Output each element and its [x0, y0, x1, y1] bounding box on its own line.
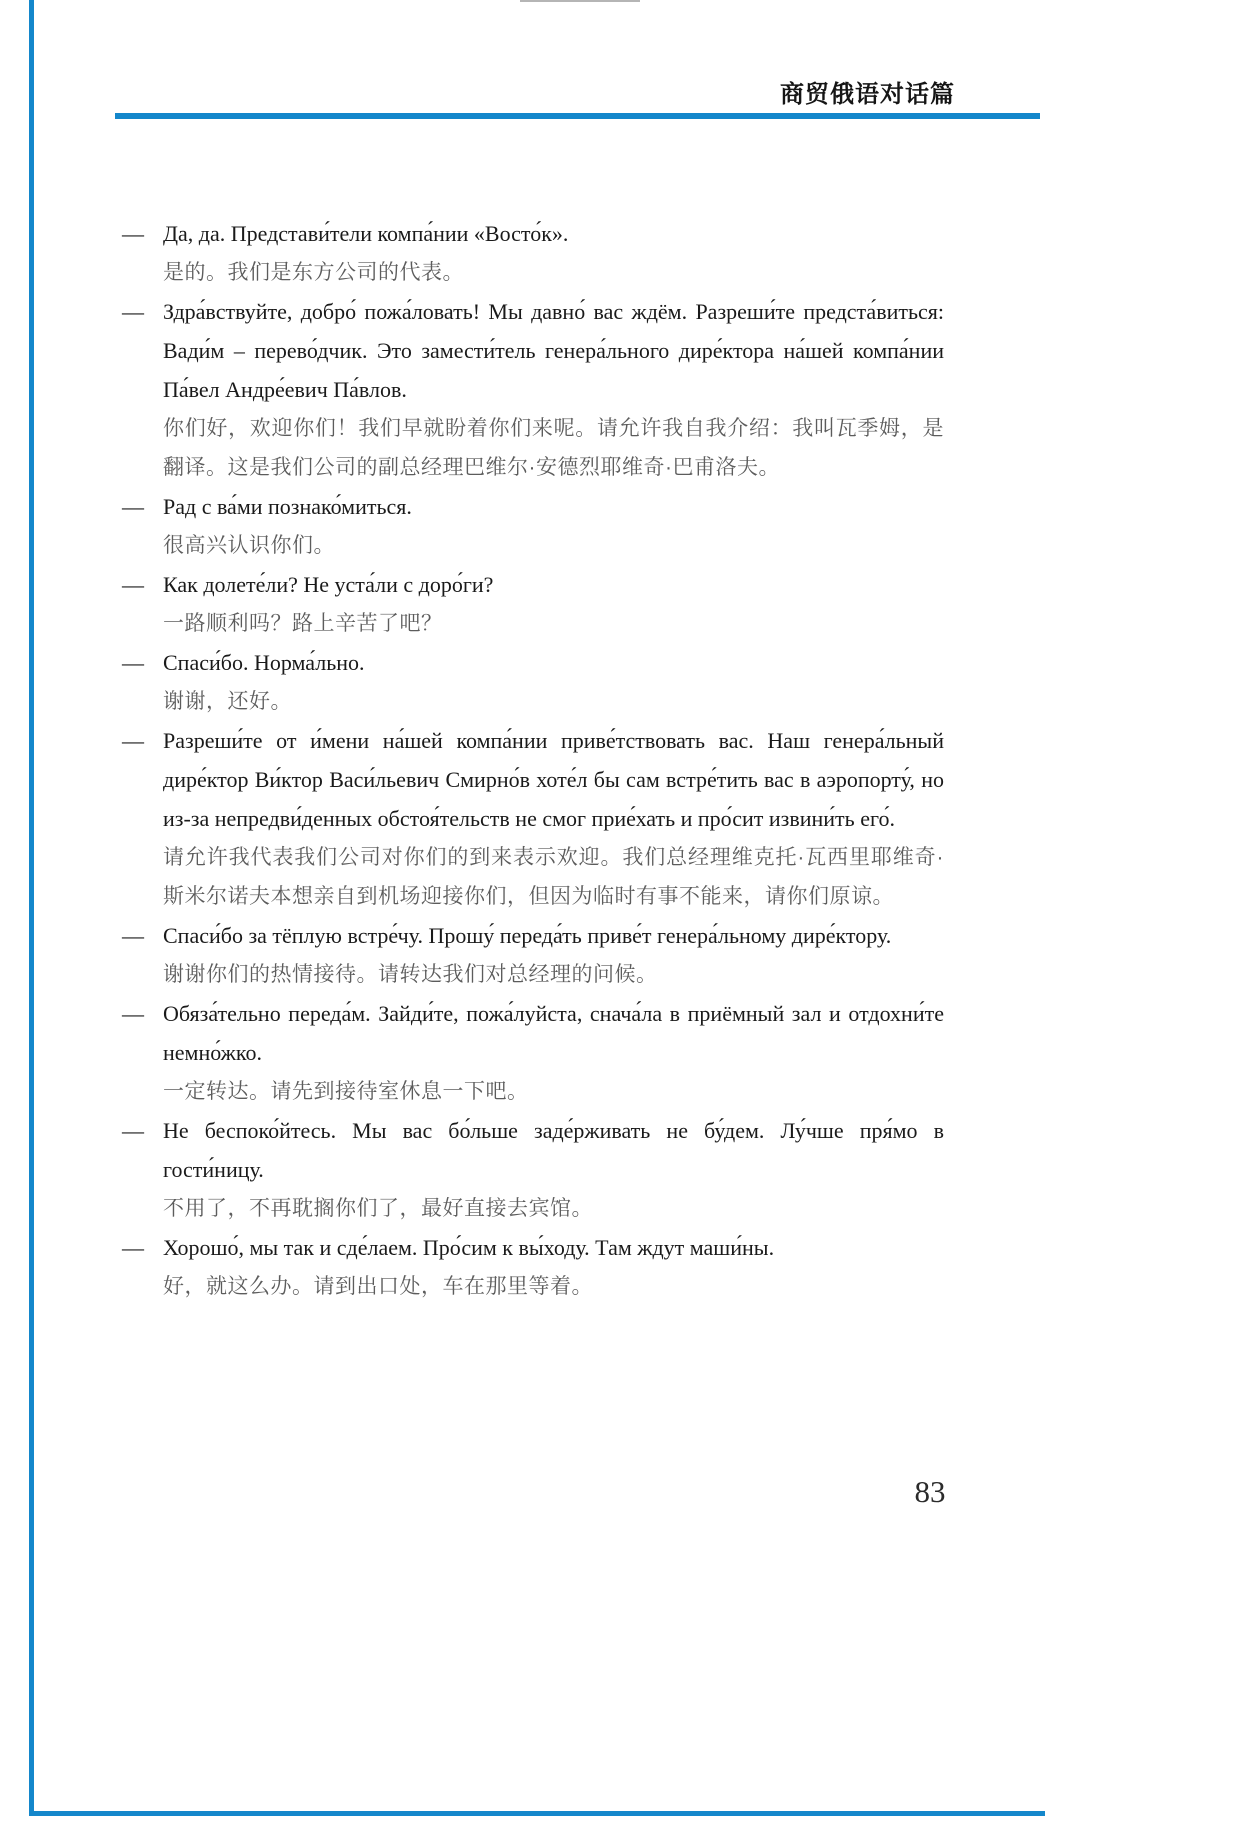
- dialogue-dash: —: [122, 299, 144, 324]
- dialogue-dash: —: [122, 572, 144, 597]
- dialogue-texts: [163, 214, 944, 292]
- dialogue-dash: —: [122, 494, 144, 519]
- dialogue-item: [122, 916, 944, 994]
- dialogue-russian: Рад с ва́ми познако́миться.: [163, 494, 412, 519]
- header-accent-rule: [115, 113, 1040, 119]
- dialogue-texts: [163, 643, 944, 721]
- dialogue-chinese: 谢谢你们的热情接待。请转达我们对总经理的问候。: [163, 963, 658, 986]
- dialogue-item: [122, 1111, 944, 1228]
- dialogue-item: [122, 565, 944, 643]
- dialogue-item: [122, 214, 944, 292]
- dialogue-russian: Как долете́ли? Не уста́ли с доро́ги?: [163, 572, 494, 597]
- bottom-accent-rule: [29, 1811, 1045, 1816]
- dialogue-dash: —: [122, 221, 144, 246]
- dialogue-chinese: 是的。我们是东方公司的代表。: [163, 261, 464, 284]
- page-header-title: 商贸俄语对话篇: [780, 81, 955, 108]
- dialogue-russian: Разреши́те от и́мени на́шей компа́нии приве́тствовать вас. Наш генера́льный дире́ктор Ви́ктор Васи́льевич Смирно́в хоте́л бы сам встре́тить вас в аэропорту́, но из-за непредви́денных обстоя́тельств не смог прие́хать и про́сит извини́ть его́.: [163, 728, 944, 831]
- dialogue-texts: [163, 1111, 944, 1228]
- dialogue-item: [122, 1228, 944, 1306]
- dialogue-item: [122, 994, 944, 1111]
- dialogue-texts: [163, 487, 944, 565]
- dialogue-item: [122, 721, 944, 916]
- dialogue-texts: [163, 994, 944, 1111]
- dialogue-chinese: 一路顺利吗？路上辛苦了吧？: [163, 612, 443, 635]
- dialogue-texts: [163, 1228, 944, 1306]
- dialogue-chinese: 很高兴认识你们。: [163, 534, 335, 557]
- dialogue-chinese: 好，就这么办。请到出口处，车在那里等着。: [163, 1275, 593, 1298]
- dialogue-dash: —: [122, 1118, 144, 1143]
- dialogue-dash: —: [122, 650, 144, 675]
- dialogue-item: [122, 292, 944, 487]
- dialogue-dash: —: [122, 1001, 144, 1026]
- dialogue-russian: Обяза́тельно переда́м. Зайди́те, пожа́луйста, снача́ла в приёмный зал и отдохни́те немно́жко.: [163, 1001, 944, 1065]
- dialogue-chinese: 请允许我代表我们公司对你们的到来表示欢迎。我们总经理维克托·瓦西里耶维奇·斯米尔诺夫本想亲自到机场迎接你们，但因为临时有事不能来，请你们原谅。: [163, 846, 944, 908]
- left-accent-rule: [29, 0, 34, 1816]
- dialogue-texts: [163, 916, 944, 994]
- dialogue-chinese: 你们好，欢迎你们！我们早就盼着你们来呢。请允许我自我介绍：我叫瓦季姆，是翻译。这是我们公司的副总经理巴维尔·安德烈耶维奇·巴甫洛夫。: [163, 417, 944, 479]
- dialogue-russian: Здра́вствуйте, добро́ пожа́ловать! Мы давно́ вас ждём. Разреши́те предста́виться: Вади́м – перево́дчик. Это замести́тель генера́льного дире́ктора на́шей компа́нии Па́вел Андре́евич Па́влов.: [163, 299, 944, 402]
- dialogue-russian: Да, да. Представи́тели компа́нии «Восто́к».: [163, 221, 569, 246]
- dialogue-chinese: 不用了，不再耽搁你们了，最好直接去宾馆。: [163, 1197, 593, 1220]
- dialogue-item: [122, 487, 944, 565]
- dialogue-texts: [163, 565, 944, 643]
- top-edge-mark: [520, 0, 640, 2]
- dialogue-dash: —: [122, 923, 144, 948]
- dialogue-texts: [163, 721, 944, 916]
- dialogue-russian: Хорошо́, мы так и сде́лаем. Про́сим к вы́ходу. Там ждут маши́ны.: [163, 1235, 775, 1260]
- dialogue-dash: —: [122, 728, 144, 753]
- dialogue-dash: —: [122, 1235, 144, 1260]
- dialogue-russian: Спаси́бо. Норма́льно.: [163, 650, 365, 675]
- dialogue-russian: Спаси́бо за тёплую встре́чу. Прошу́ переда́ть приве́т генера́льному дире́ктору.: [163, 923, 892, 948]
- dialogue-list: [122, 214, 944, 1306]
- dialogue-chinese: 谢谢，还好。: [163, 690, 292, 713]
- dialogue-russian: Не беспоко́йтесь. Мы вас бо́льше заде́рживать не бу́дем. Лу́чше пря́мо в гости́ницу.: [163, 1118, 944, 1182]
- dialogue-texts: [163, 292, 944, 487]
- page-number: 83: [914, 1474, 946, 1509]
- dialogue-item: [122, 643, 944, 721]
- dialogue-chinese: 一定转达。请先到接待室休息一下吧。: [163, 1080, 529, 1103]
